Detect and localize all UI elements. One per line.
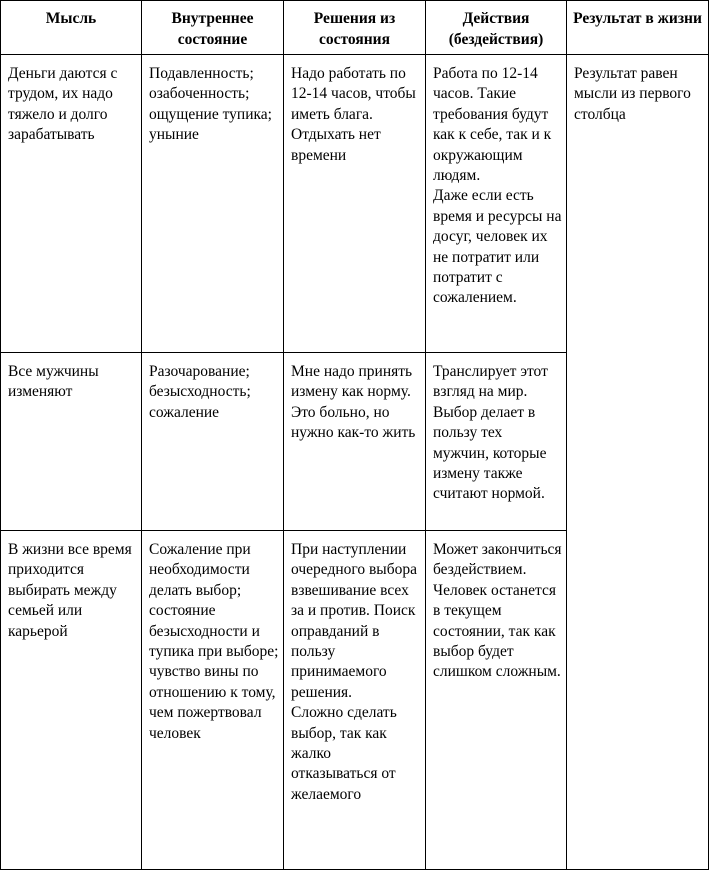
decision-cell: Мне надо принять измену как норму. Это больно, но нужно как-то жить [284, 353, 426, 531]
thought-cell: Все мужчины изменяют [1, 353, 142, 531]
header-row [1, 1, 709, 55]
result-cell: Результат равен мысли из первого столбца [567, 55, 709, 870]
header-result: Результат в жизни [567, 1, 709, 55]
decision-paragraph: При наступлении очередного выбора взвешивание всех за и против. Поиск оправданий в пользу принимаемого решения. [291, 541, 417, 701]
actions-paragraph: Даже если есть время и ресурсы на досуг, человек их не потратит или потратит с сожалением. [433, 187, 562, 307]
header-thought: Мысль [1, 1, 142, 55]
header-actions: Действия (бездействия) [426, 1, 567, 55]
actions-cell: Может закончиться бездействием. Человек останется в текущем состоянии, так как выбор будет слишком сложным. [426, 531, 567, 870]
actions-paragraph: Работа по 12-14 часов. Такие требования будут как к себе, так и к окружающим людям. [433, 65, 552, 185]
inner-state-cell: Разочарование; безысходность; сожаление [142, 353, 284, 531]
inner-state-cell: Сожаление при необходимости делать выбор; состояние безысходности и тупика при выборе; чувство вины по отношению к тому, чем пожертвовал человек [142, 531, 284, 870]
decision-paragraph: Сложно сделать выбор, так как жалко отказываться от желаемого [291, 704, 397, 803]
header-decisions: Решения из состояния [284, 1, 426, 55]
header-inner-state: Внутреннее состояние [142, 1, 284, 55]
thought-cell: В жизни все время приходится выбирать между семьей или карьерой [1, 531, 142, 870]
decision-cell: Надо работать по 12-14 часов, чтобы иметь блага. Отдыхать нет времени [284, 55, 426, 353]
actions-cell: Транслирует этот взгляд на мир. Выбор делает в пользу тех мужчин, которые измену также считают нормой. [426, 353, 567, 531]
thought-cell: Деньги даются с трудом, их надо тяжело и долго зарабатывать [1, 55, 142, 353]
decision-cell [284, 531, 426, 870]
inner-state-cell: Подавленность; озабоченность; ощущение тупика; уныние [142, 55, 284, 353]
actions-cell [426, 55, 567, 353]
table-row [1, 55, 709, 353]
